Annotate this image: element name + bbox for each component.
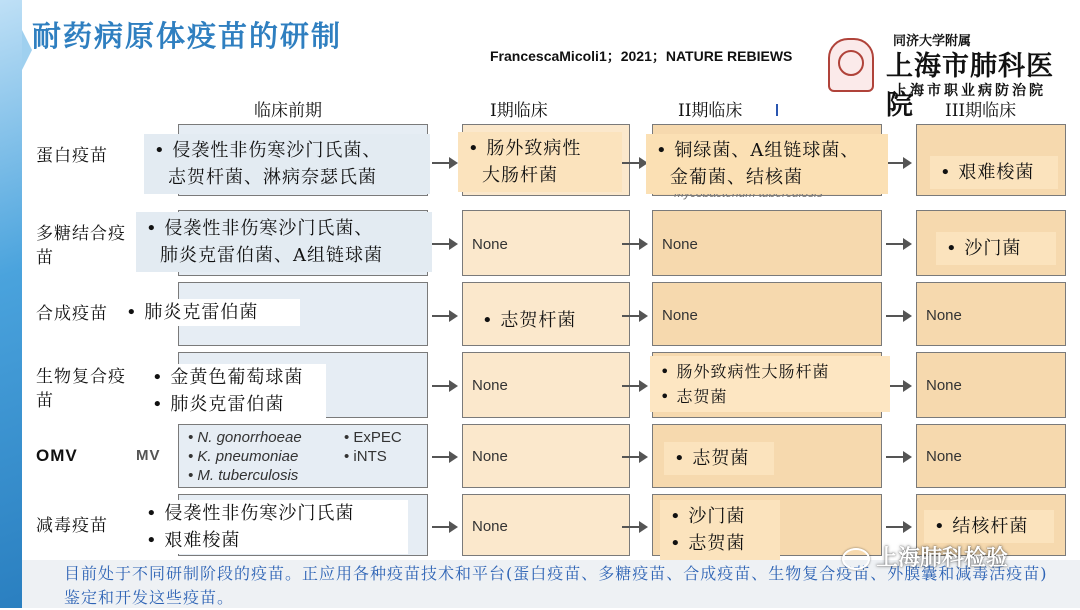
stage-header-phase3: III期临床 bbox=[945, 101, 1017, 121]
none-label: None bbox=[662, 236, 698, 253]
hospital-affiliation: 同济大学附属 bbox=[893, 33, 972, 48]
row-label-omv: OMV bbox=[36, 446, 78, 465]
callout-synthetic-phase1: • 志贺杆菌 bbox=[472, 304, 600, 337]
row-label-omv-ghost: MV bbox=[136, 447, 161, 464]
none-label: None bbox=[472, 236, 508, 253]
omv-organism-list-2: • ExPEC • iNTS bbox=[344, 429, 402, 465]
row-label-bioconjugate: 生物复合疫苗 bbox=[36, 367, 126, 411]
arrow-icon bbox=[432, 456, 456, 458]
stage-header-preclinical: 临床前期 bbox=[254, 101, 322, 121]
callout-protein-phase1: • 肠外致病性 大肠杆菌 bbox=[458, 132, 622, 192]
arrow-icon bbox=[886, 162, 910, 164]
stage-divider-mark bbox=[776, 104, 778, 116]
slide-title: 耐药病原体疫苗的研制 bbox=[32, 19, 343, 53]
none-label: None bbox=[926, 377, 962, 394]
callout-protein-phase3: • 艰难梭菌 bbox=[930, 156, 1058, 189]
callout-polysaccharide-phase3: • 沙门菌 bbox=[936, 232, 1056, 265]
arrow-icon bbox=[622, 456, 646, 458]
none-label: None bbox=[926, 448, 962, 465]
none-label: None bbox=[472, 377, 508, 394]
hospital-subname: 上海市职业病防治院 bbox=[893, 83, 1046, 99]
row-label-protein: 蛋白疫苗 bbox=[36, 146, 108, 166]
citation: FrancescaMicoli1；2021；NATURE REBIEWS bbox=[490, 48, 793, 64]
arrow-icon bbox=[622, 526, 646, 528]
arrow-icon bbox=[886, 456, 910, 458]
callout-bioconjugate-preclinical: • 金黄色葡萄球菌 • 肺炎克雷伯菌 bbox=[144, 364, 326, 418]
none-label: None bbox=[662, 307, 698, 324]
hospital-logo-icon bbox=[828, 38, 874, 92]
arrow-icon bbox=[886, 243, 910, 245]
row-label-synthetic: 合成疫苗 bbox=[36, 304, 108, 324]
arrow-icon bbox=[432, 243, 456, 245]
wechat-icon bbox=[842, 548, 870, 570]
wechat-watermark: 上海肺科检验 bbox=[842, 541, 1008, 572]
arrow-icon bbox=[432, 526, 456, 528]
arrow-icon bbox=[622, 385, 646, 387]
footer-summary: 目前处于不同研制阶段的疫苗。正应用各种疫苗技术和平台(蛋白疫苗、多糖疫苗、合成疫苗、生物复合疫苗、外膜囊和减毒活疫苗)鉴定和开发这些疫苗。 bbox=[64, 564, 1048, 607]
arrow-icon bbox=[432, 385, 456, 387]
callout-protein-preclinical: • 侵袭性非伤寒沙门氏菌、 志贺杆菌、淋病奈瑟氏菌 bbox=[144, 134, 430, 194]
callout-protein-phase2: • 铜绿菌、A组链球菌、 金葡菌、结核菌 bbox=[646, 134, 888, 194]
callout-omv-phase2: • 志贺菌 bbox=[664, 442, 774, 475]
stage-header-phase1: I期临床 bbox=[490, 101, 548, 121]
callout-polysaccharide-preclinical: • 侵袭性非伤寒沙门氏菌、 肺炎克雷伯菌、A组链球菌 bbox=[136, 212, 432, 272]
hospital-name: 上海市肺科医院 bbox=[886, 51, 1054, 121]
callout-bioconjugate-phase2: • 肠外致病性大肠杆菌 • 志贺菌 bbox=[650, 356, 890, 412]
arrow-icon bbox=[432, 315, 456, 317]
arrow-icon bbox=[622, 162, 646, 164]
arrow-icon bbox=[886, 526, 910, 528]
left-decoration-strip bbox=[0, 0, 22, 608]
arrow-icon bbox=[886, 315, 910, 317]
row-label-polysaccharide: 多糖结合疫苗 bbox=[36, 224, 126, 268]
callout-synthetic-preclinical: • 肺炎克雷伯菌 bbox=[118, 299, 300, 326]
arrow-icon bbox=[622, 243, 646, 245]
omv-organism-list-1: • N. gonorrhoeae • K. pneumoniae • M. tuberculosis bbox=[188, 429, 302, 484]
stage-header-phase2: II期临床 bbox=[678, 101, 743, 121]
none-label: None bbox=[926, 307, 962, 324]
arrow-icon bbox=[432, 162, 456, 164]
row-label-attenuated: 减毒疫苗 bbox=[36, 516, 108, 536]
callout-attenuated-phase2: • 沙门菌 • 志贺菌 bbox=[660, 500, 780, 560]
none-label: None bbox=[472, 518, 508, 535]
callout-attenuated-preclinical: • 侵袭性非伤寒沙门氏菌 • 艰难梭菌 bbox=[138, 500, 408, 554]
callout-attenuated-phase3: • 结核杆菌 bbox=[924, 510, 1054, 543]
none-label: None bbox=[472, 448, 508, 465]
arrow-icon bbox=[622, 315, 646, 317]
